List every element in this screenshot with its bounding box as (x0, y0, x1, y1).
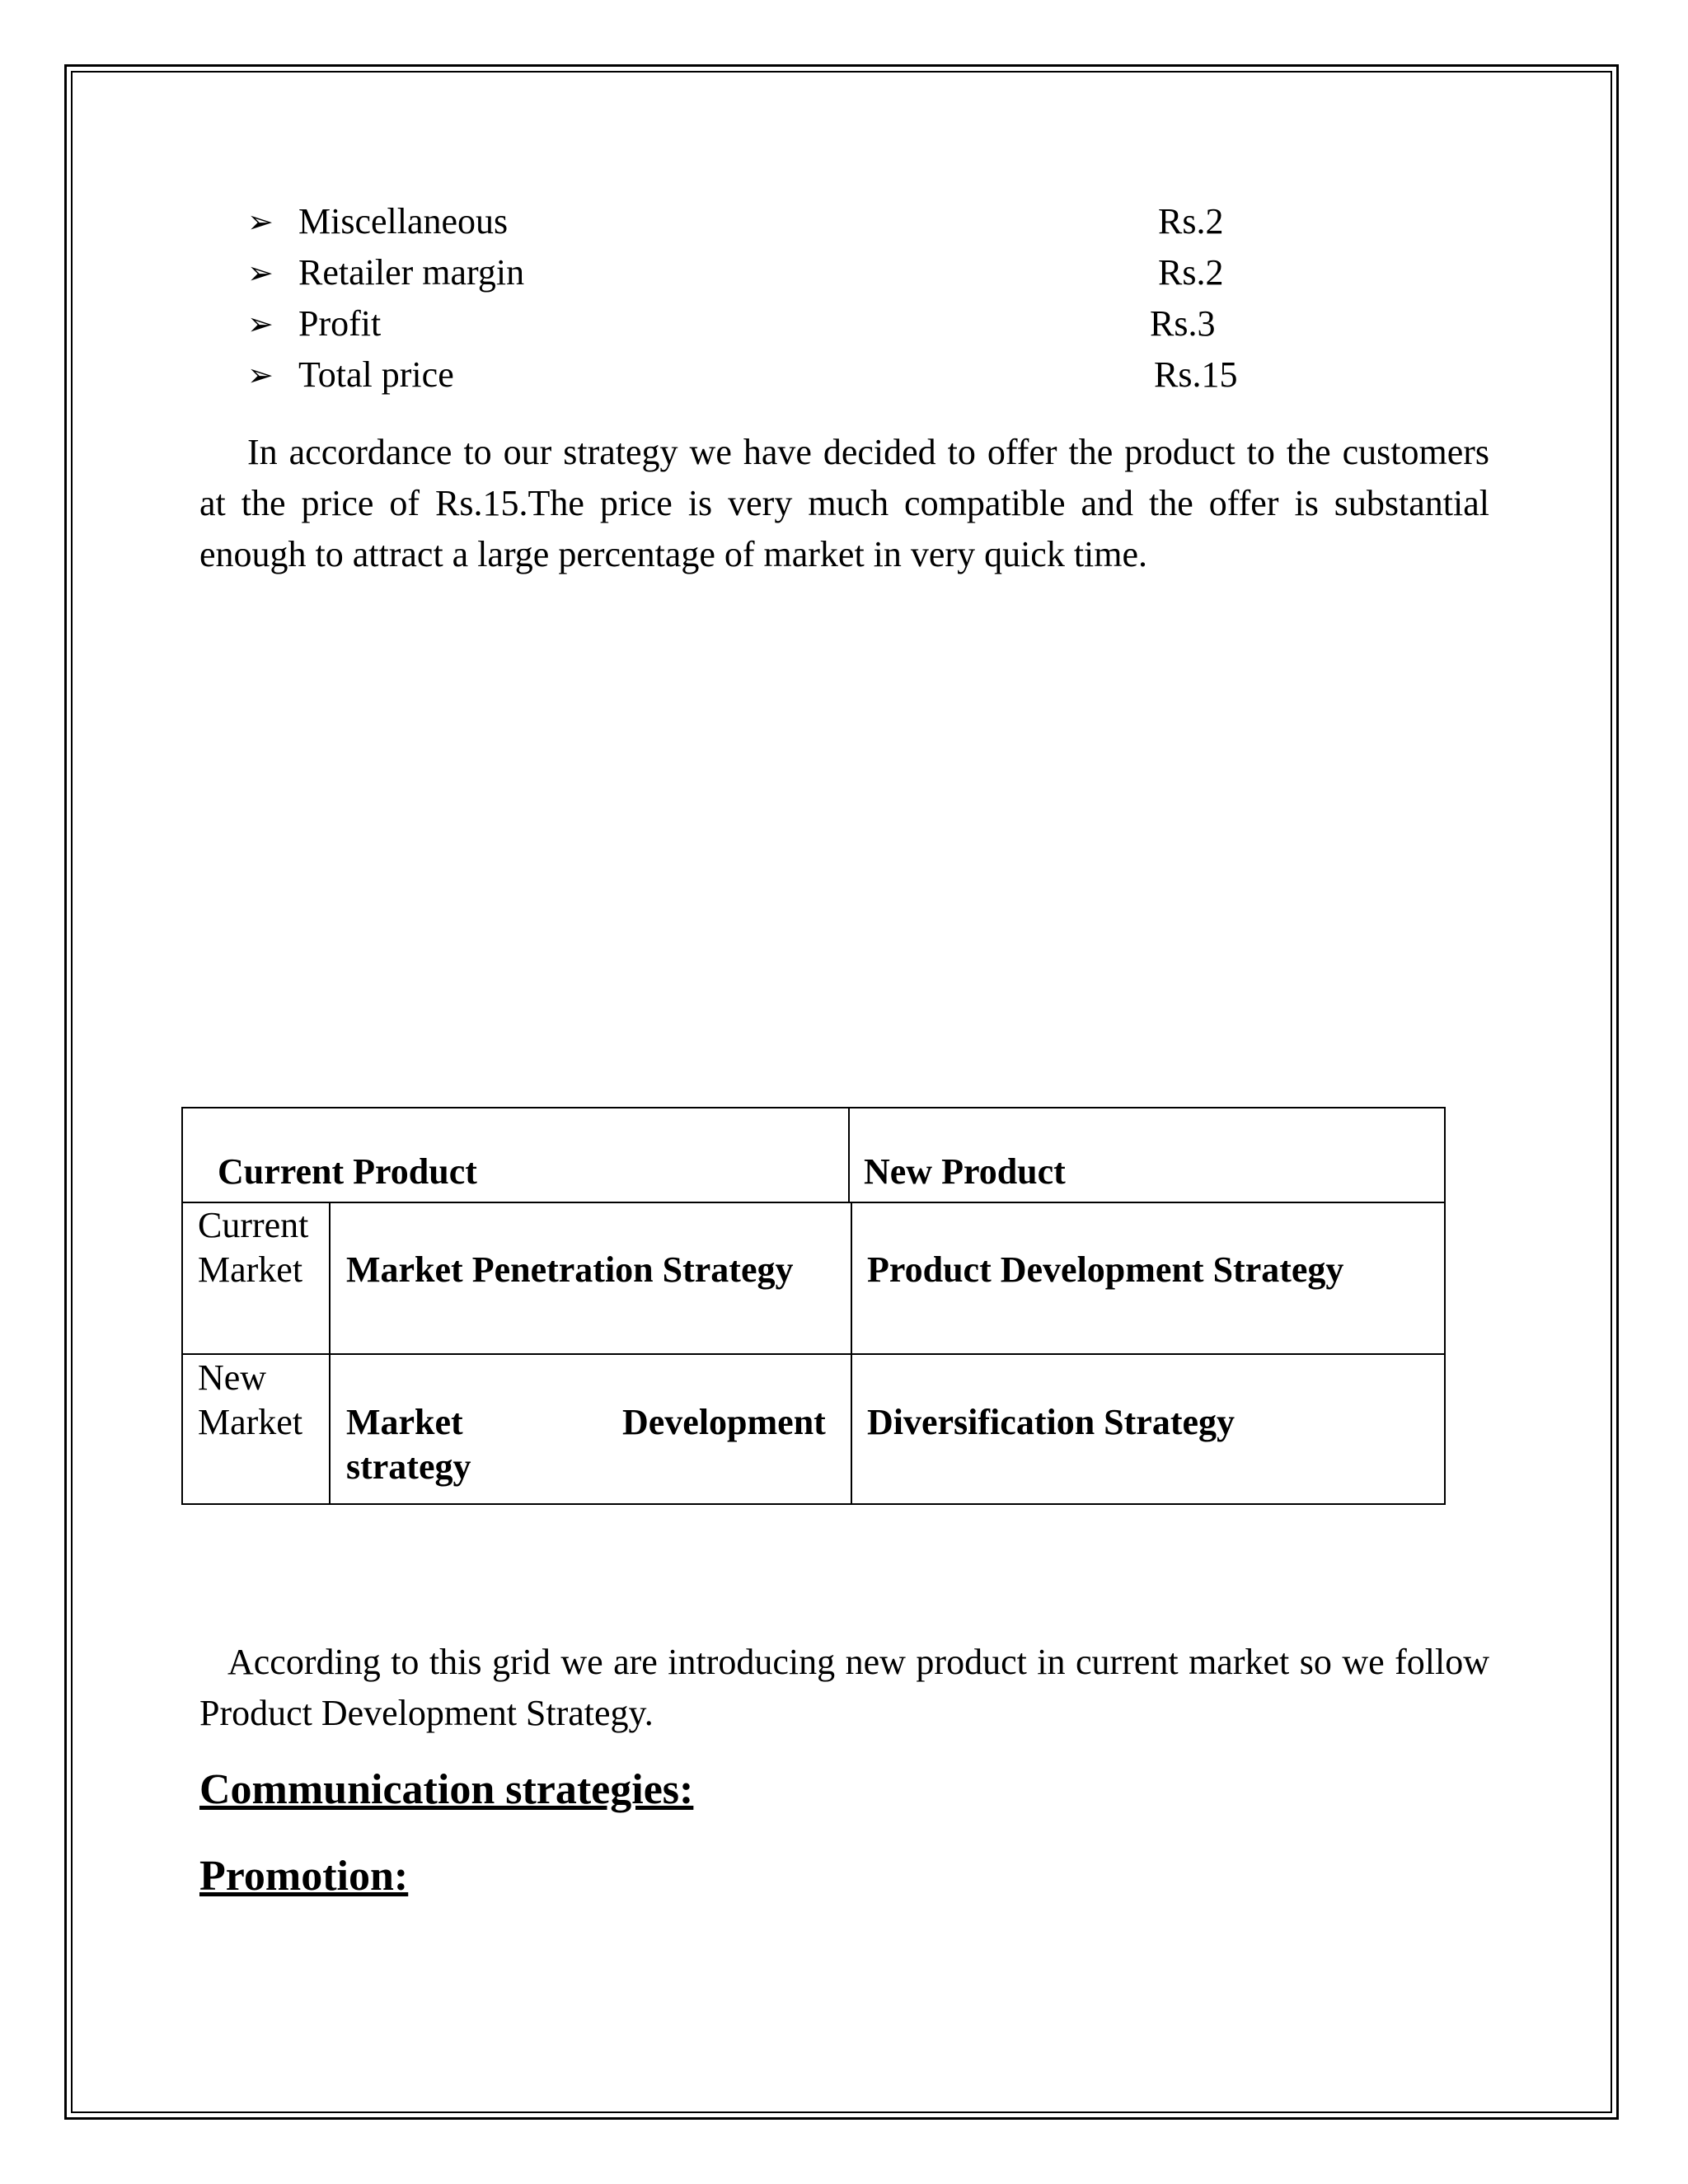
column-header-new-product: New Product (864, 1151, 1066, 1192)
cost-label: Profit (298, 303, 382, 344)
row-header-new-market-line1: New (198, 1357, 267, 1398)
cell-market-development-word1: Market (346, 1402, 463, 1442)
cost-item (247, 247, 1319, 298)
arrow-bullet-icon: ➢ (247, 357, 274, 393)
arrow-bullet-icon: ➢ (247, 306, 274, 342)
heading-communication-strategies: Communication strategies: (199, 1766, 694, 1813)
cell-product-development-strategy: Product Development Strategy (867, 1249, 1344, 1290)
cell-market-development-word3: strategy (346, 1446, 471, 1487)
cell-diversification-strategy: Diversification Strategy (867, 1402, 1235, 1442)
arrow-bullet-icon: ➢ (247, 255, 274, 291)
cost-label: Retailer margin (298, 252, 525, 293)
grid-conclusion-paragraph: According to this grid we are introducing new product in current market so we follow Product Development Strategy. (199, 1642, 1489, 1733)
cost-label: Total price (298, 354, 454, 395)
cost-item (247, 298, 1319, 349)
cell-market-penetration-strategy: Market Penetration Strategy (346, 1249, 794, 1290)
cost-value: Rs.3 (1150, 303, 1216, 344)
cost-breakdown-list (247, 196, 1319, 401)
column-header-current-product: Current Product (218, 1151, 477, 1192)
cost-value: Rs.2 (1158, 252, 1224, 293)
row-header-current-market-line1: Current (198, 1205, 309, 1245)
cost-label: Miscellaneous (298, 201, 509, 241)
cost-value: Rs.15 (1154, 354, 1238, 395)
row-header-current-market-line2: Market (198, 1249, 303, 1290)
arrow-bullet-icon: ➢ (247, 204, 274, 240)
cell-market-development-word2: Development (622, 1402, 826, 1442)
row-header-new-market-line2: Market (198, 1402, 303, 1442)
grid-header-divider (848, 1107, 850, 1203)
grid-row-divider (181, 1353, 1446, 1355)
pricing-paragraph: In accordance to our strategy we have decided to offer the product to the customers at the price of Rs.15.The price is very much compatible and the offer is substantial enough to attract a large percentage of market in very quick time. (199, 432, 1489, 574)
heading-promotion: Promotion: (199, 1853, 409, 1900)
cost-item (247, 349, 1319, 401)
cost-value: Rs.2 (1158, 201, 1224, 241)
cost-item (247, 196, 1319, 247)
